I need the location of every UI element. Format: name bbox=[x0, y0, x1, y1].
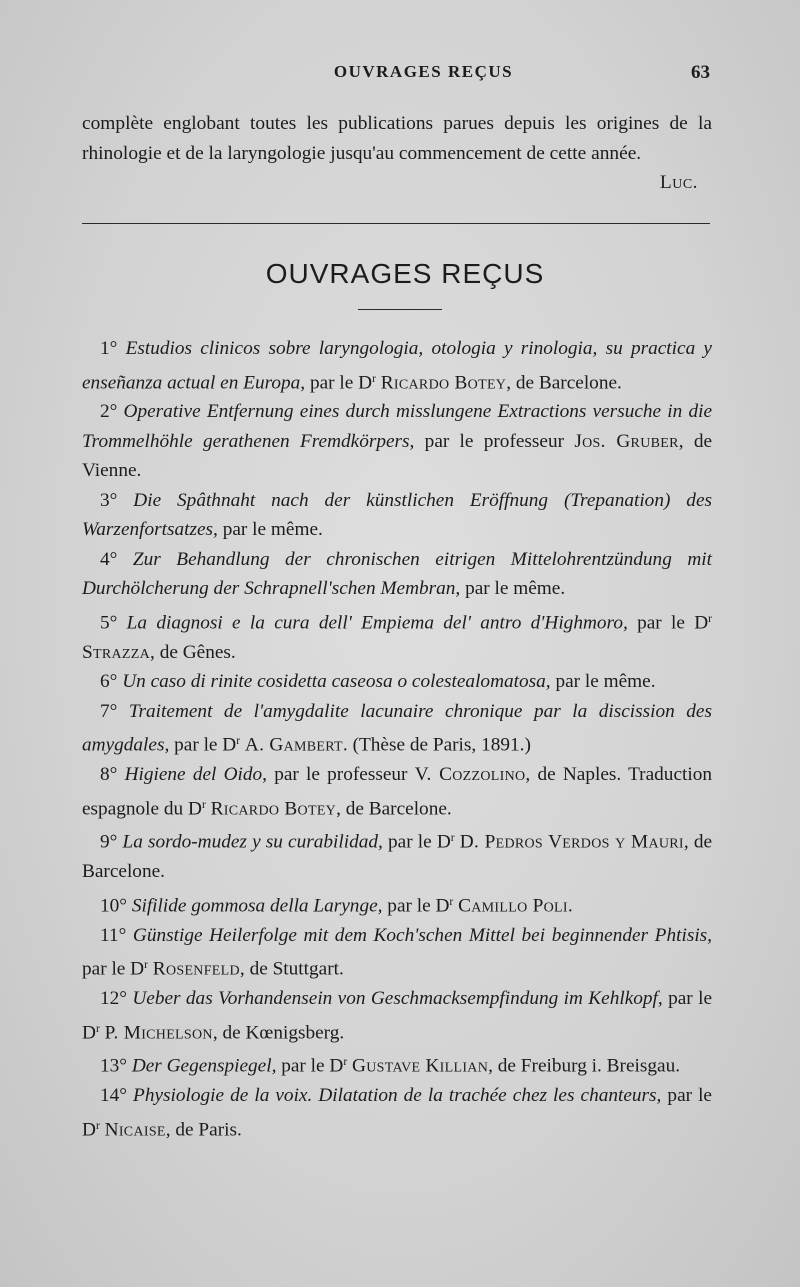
item-title: La sordo-mudez y su curabilidad, bbox=[122, 831, 383, 853]
signature: Luc. bbox=[659, 172, 698, 194]
page-header bbox=[82, 62, 710, 92]
item-number: 6° bbox=[100, 671, 118, 693]
list-item bbox=[82, 604, 712, 667]
running-title: OUVRAGES REÇUS bbox=[333, 62, 514, 81]
item-title: Der Gegenspiegel, bbox=[131, 1055, 277, 1077]
item-by: par le D bbox=[309, 371, 373, 393]
item-by: par le professeur bbox=[274, 764, 408, 786]
page-number: 63 bbox=[691, 62, 710, 83]
item-number: 10° bbox=[100, 895, 127, 917]
list-item bbox=[82, 984, 712, 1047]
section-divider bbox=[82, 223, 710, 224]
item-number: 11° bbox=[100, 924, 127, 946]
item-title: La diagnosi e la cura dell' Empiema del' antro d'Highmoro, bbox=[126, 612, 628, 634]
list-item bbox=[82, 921, 712, 984]
list-item bbox=[82, 1047, 712, 1081]
item-by: par le D bbox=[82, 988, 713, 1043]
item-title: Physiologie de la voix. Dilatation de la trachée chez les chanteurs, bbox=[133, 1085, 662, 1107]
item-rest: , de Paris. bbox=[165, 1119, 242, 1141]
item-number: 7° bbox=[100, 700, 118, 722]
list-item bbox=[82, 545, 712, 604]
item-rest: , de Barcelone. bbox=[82, 831, 713, 883]
item-number: 3° bbox=[100, 489, 118, 511]
list-item bbox=[82, 887, 712, 921]
received-works-list bbox=[82, 334, 712, 1145]
item-title: Günstige Heilerfolge mit dem Koch'schen Mittel bei beginnender Phtisis, bbox=[132, 924, 713, 946]
item-by: par le D bbox=[82, 958, 145, 980]
item-author: Ricardo Botey bbox=[380, 371, 507, 393]
list-item bbox=[82, 667, 712, 697]
item-author: Strazza bbox=[82, 641, 151, 663]
item-rest: , de Vienne. bbox=[82, 430, 713, 482]
item-rest: . (Thèse de Paris, 1891.) bbox=[342, 734, 531, 756]
item-rest: , de Kœnigsberg. bbox=[212, 1021, 345, 1043]
item-sup: r bbox=[144, 958, 148, 972]
item-author: Camillo Poli bbox=[458, 895, 568, 917]
item-by: par le D bbox=[281, 1055, 344, 1077]
item-number: 14° bbox=[100, 1085, 127, 1107]
item-sup: r bbox=[449, 894, 454, 908]
item-sup: r bbox=[372, 371, 376, 385]
item-sup: r bbox=[236, 734, 241, 748]
section-title: OUVRAGES REÇUS bbox=[265, 258, 545, 289]
item-by: par le D bbox=[388, 831, 451, 853]
list-item bbox=[82, 760, 712, 823]
item-author: D. Pedros Verdos y Mauri bbox=[459, 831, 684, 853]
list-item bbox=[82, 697, 712, 760]
list-item bbox=[82, 486, 712, 545]
item-by: par le D bbox=[387, 895, 450, 917]
item-rest: , de Naples. Traduction espagnole du D bbox=[82, 764, 712, 819]
item-title: Traitement de l'amygdalite lacunaire chronique par la discission des amygdales, bbox=[82, 700, 712, 756]
item-by: par le même. bbox=[465, 578, 566, 600]
item-number: 13° bbox=[100, 1055, 127, 1077]
item-number: 12° bbox=[100, 988, 127, 1010]
item-rest: , de Freiburg i. Breisgau. bbox=[488, 1055, 681, 1077]
item-rest: , de Gênes. bbox=[150, 641, 236, 663]
item-author: V. Cozzolino bbox=[414, 764, 526, 786]
item-number: 2° bbox=[100, 401, 118, 423]
item-rest: , de Barcelone. bbox=[336, 797, 452, 819]
item-title: Un caso di rinite cosidetta caseosa o colestealomatosa, bbox=[122, 671, 551, 693]
item-sup: r bbox=[95, 1118, 100, 1132]
title-underline bbox=[358, 309, 442, 310]
item-sup: r bbox=[450, 831, 455, 845]
item-number: 1° bbox=[100, 338, 118, 359]
item-author: Nicaise bbox=[104, 1119, 166, 1141]
item-number: 5° bbox=[100, 612, 118, 634]
item-title: Estudios clinicos sobre laryngologia, otologia y rinologia, su practica y enseñanza actual en Europa, bbox=[82, 338, 712, 393]
intro-paragraph bbox=[82, 109, 712, 198]
item-sup: r bbox=[708, 611, 713, 625]
item-number: 9° bbox=[100, 831, 118, 853]
item-author: Jos. Gruber bbox=[574, 430, 679, 452]
item-number: 8° bbox=[100, 764, 118, 786]
item-by: par le même. bbox=[555, 671, 656, 693]
list-item bbox=[82, 1081, 712, 1144]
item-rest: . bbox=[567, 895, 573, 917]
item-title: Operative Entfernung eines durch misslungene Extractions versuche in die Trommelhöhle gerathenen Fremdkörpers, bbox=[82, 401, 712, 452]
item-number: 4° bbox=[100, 548, 118, 570]
item-title: Higiene del Oido, bbox=[124, 764, 267, 786]
list-item bbox=[82, 823, 712, 886]
item-author: Rosenfeld bbox=[152, 958, 240, 980]
item-by: par le même. bbox=[222, 519, 323, 541]
item-sup: r bbox=[343, 1055, 348, 1069]
intro-text: complète englobant toutes les publications parues depuis les origines de la rhinologie et de la laryngologie jusqu'au commencement de cette année. bbox=[82, 113, 712, 164]
item-rest: , de Barcelone. bbox=[506, 371, 622, 393]
item-rest: , de Stuttgart. bbox=[239, 958, 344, 980]
item-by: par le professeur bbox=[424, 430, 565, 452]
item-author: Gustave Killian bbox=[352, 1055, 489, 1077]
item-by: par le D bbox=[174, 734, 237, 756]
item-sup: r bbox=[201, 797, 206, 811]
item-sup: r bbox=[95, 1021, 100, 1035]
item-title: Sifilide gommosa della Larynge, bbox=[131, 895, 383, 917]
item-title: Die Spâthnaht nach der künstlichen Eröffnung (Trepanation) des Warzenfortsatzes, bbox=[82, 489, 713, 541]
item-title: Zur Behandlung der chronischen eitrigen Mittelohrentzündung mit Durchölcherung der Schrapnell'schen Membran, bbox=[82, 548, 713, 600]
list-item bbox=[82, 397, 712, 486]
item-author: Ricardo Botey bbox=[210, 797, 337, 819]
item-by: par le D bbox=[82, 1085, 712, 1141]
list-item bbox=[82, 334, 712, 397]
item-author: A. Gambert bbox=[244, 734, 343, 756]
item-author: P. Michelson bbox=[104, 1021, 213, 1043]
item-title: Ueber das Vorhandensein von Geschmacksempfindung im Kehlkopf, bbox=[132, 988, 663, 1010]
item-by: par le D bbox=[637, 612, 709, 634]
